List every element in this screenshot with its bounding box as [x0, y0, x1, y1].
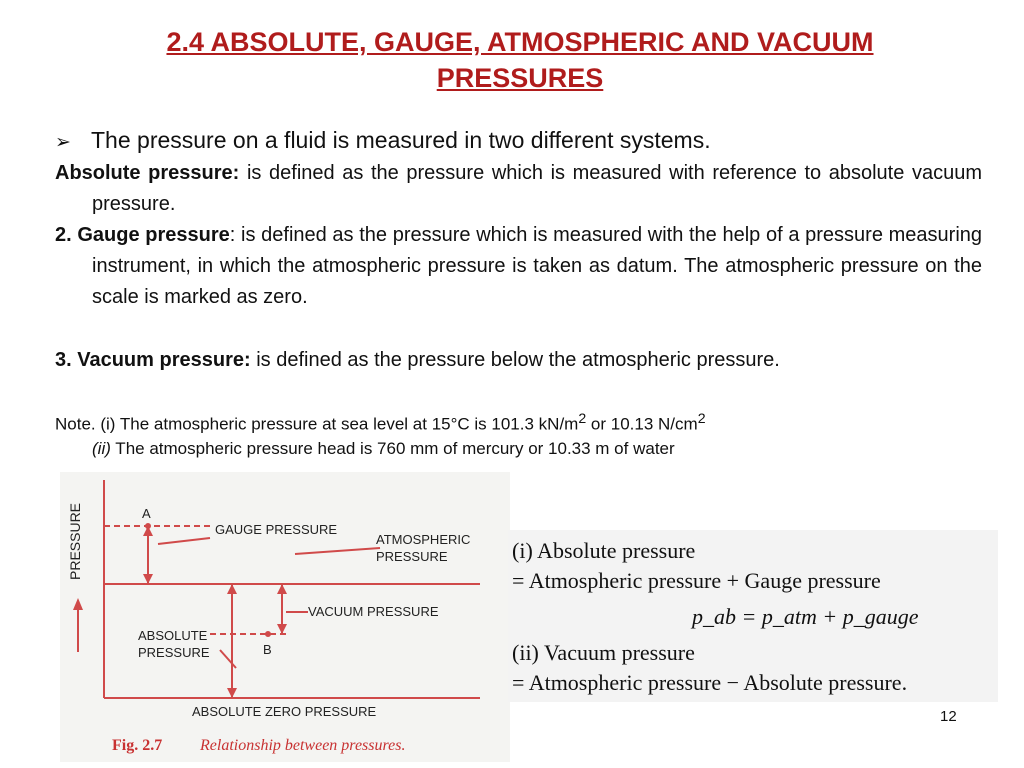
point-a-label: A [142, 506, 151, 521]
definition-text: : is defined as the pressure which is measured with the help of a pressure measuring instrument, in which the atmospheric pressure is taken as datum. The atmospheric pressure on the scale is marked as zero. [92, 224, 983, 308]
gauge-pointer [158, 538, 210, 544]
definition-text: is defined as the pressure which is measured with reference to absolute vacuum pressure. [92, 162, 983, 215]
note-1-mid: or 10.13 N/cm [586, 414, 698, 434]
pressure-diagram [60, 472, 510, 762]
point-b-dot [265, 631, 271, 637]
definition-vacuum [55, 345, 982, 376]
equation-5: = Atmospheric pressure − Absolute pressure. [512, 670, 908, 695]
definition-term: 3. Vacuum pressure: [55, 349, 251, 371]
atmospheric-label-1: ATMOSPHERIC [376, 532, 471, 547]
note-1-sup1: 2 [578, 411, 587, 427]
note-1-sup2: 2 [697, 411, 706, 427]
arrow-head [143, 574, 153, 584]
absolute-label-1: ABSOLUTE [138, 628, 208, 643]
note-1 [55, 407, 955, 437]
equation-4: (ii) Vacuum pressure [512, 640, 695, 665]
note-2-text: The atmospheric pressure head is 760 mm of mercury or 10.33 m of water [110, 439, 675, 458]
intro-text: The pressure on a fluid is measured in two different systems. [91, 127, 711, 153]
gauge-pressure-label: GAUGE PRESSURE [215, 522, 338, 537]
equation-3: p_ab = p_atm + p_gauge [692, 604, 919, 629]
definition-gauge [55, 220, 982, 313]
absolute-zero-label: ABSOLUTE ZERO PRESSURE [192, 704, 377, 719]
atmospheric-label-2: PRESSURE [376, 549, 448, 564]
pressure-diagram-svg [60, 472, 510, 762]
arrow-head [73, 598, 83, 610]
point-a-dot [145, 523, 151, 529]
vacuum-pressure-label: VACUUM PRESSURE [308, 604, 439, 619]
definition-term: 2. Gauge pressure [55, 224, 230, 246]
figure-caption-text: Relationship between pressures. [200, 737, 406, 754]
slide-title-line1: 2.4 ABSOLUTE, GAUGE, ATMOSPHERIC AND VACUUM [166, 27, 874, 57]
equation-1: (i) Absolute pressure [512, 538, 696, 563]
intro-bullet [55, 124, 955, 159]
page-number: 12 [940, 708, 957, 725]
absolute-label-2: PRESSURE [138, 645, 210, 660]
note-1-prefix: Note. (i) The atmospheric pressure at sea level at 15°C is 101.3 kN/m [55, 414, 579, 434]
arrow-head [227, 584, 237, 594]
absolute-pointer [220, 650, 236, 668]
arrow-head [277, 624, 287, 634]
definition-text: is defined as the pressure below the atmospheric pressure. [256, 349, 780, 371]
definition-term: Absolute pressure: [55, 162, 240, 184]
atmospheric-pointer [295, 548, 380, 554]
y-axis-label: PRESSURE [67, 502, 83, 580]
figure-caption-number: Fig. 2.7 [112, 737, 163, 754]
arrow-head [277, 584, 287, 594]
definition-absolute [55, 158, 982, 220]
equation-2: = Atmospheric pressure + Gauge pressure [512, 568, 881, 593]
note-2-label: (ii) [92, 439, 111, 458]
point-b-label: B [263, 642, 272, 657]
equations-panel [508, 530, 998, 702]
slide-title [60, 24, 980, 96]
slide-title-line2: PRESSURES [436, 63, 604, 93]
note-2 [92, 436, 992, 461]
arrow-bullet-icon: ➢ [55, 132, 71, 153]
arrow-head [227, 688, 237, 698]
